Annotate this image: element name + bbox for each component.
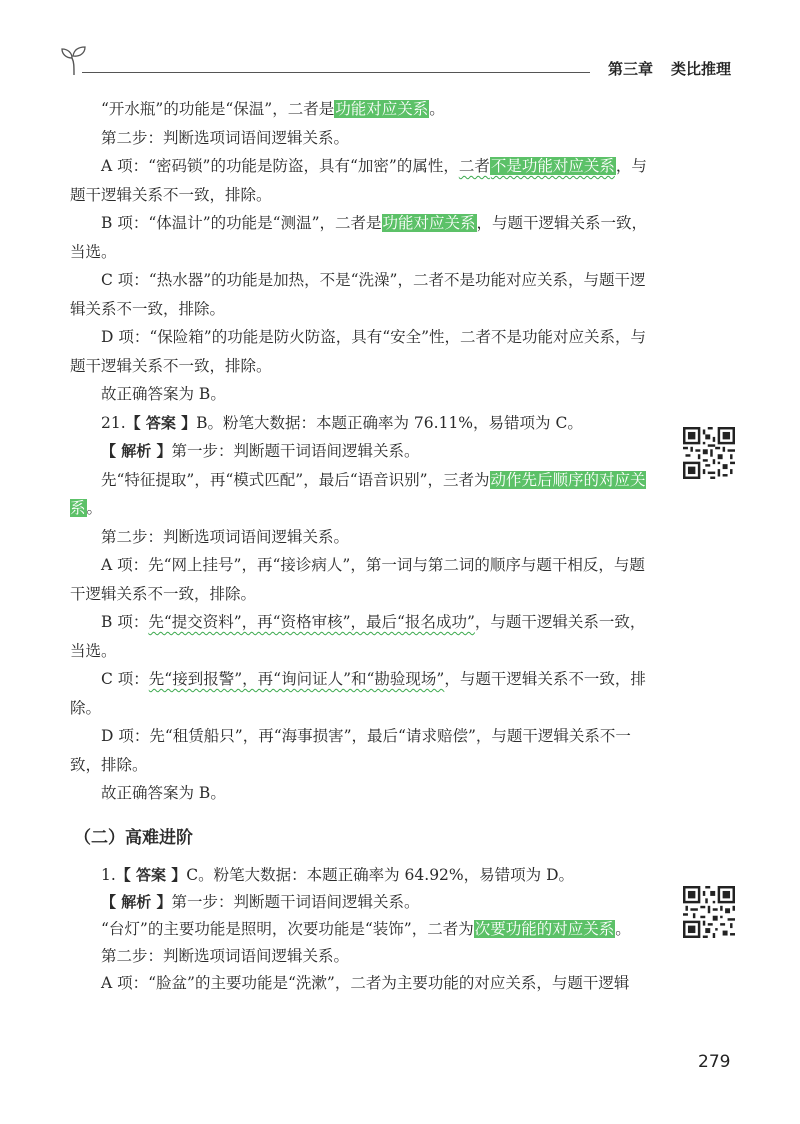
q21-qr-code-icon[interactable] [683, 427, 735, 479]
section-heading: （二）高难进阶 [74, 827, 193, 848]
chapter-number: 第三章 [608, 60, 654, 78]
paragraph [70, 916, 658, 943]
option-d: D 项：“保险箱”的功能是防火防盗，具有“安全”性，二者不是功能对应关系，与题干逻辑关系不一致，排除。 [70, 328, 647, 375]
analysis-text: 第一步：判断题干词语间逻辑关系。 [171, 893, 420, 911]
text-run: “台灯”的主要功能是照明，次要功能是“装饰”，二者为 [101, 920, 474, 938]
highlight: 次要功能的对应关系 [474, 920, 615, 938]
analysis-tag: 【 解析 】 [101, 893, 172, 911]
q1-qr-code-icon[interactable] [683, 886, 735, 938]
answer-conclusion: 故正确答案为 B。 [101, 385, 226, 403]
page-number: 279 [698, 1052, 731, 1072]
option-c [70, 665, 658, 722]
answer-conclusion: 故正确答案为 B。 [101, 784, 226, 802]
text-run: B 项：“体温计”的功能是“测温”，二者是 [101, 214, 382, 232]
text-run: 。 [615, 920, 631, 938]
text-run: A 项：“密码锁”的功能是防盗，具有“加密”的属性， [101, 157, 459, 175]
q21-answer [70, 409, 658, 438]
option-c: C 项：“热水器”的功能是加热，不是“洗澡”，二者不是功能对应关系，与题干逻辑关系不一致，排除。 [70, 271, 646, 318]
text-run: B 项： [101, 613, 149, 631]
text-run: 先“特征提取”，再“模式匹配”，最后“语音识别”，三者为 [101, 470, 490, 489]
answer-tag: 【 答案 】 [125, 413, 197, 432]
underline: 先“接到报警”，再“询问证人”和“勘验现场” [148, 670, 445, 688]
chapter-title: 类比推理 [671, 60, 732, 78]
header-rule [82, 72, 590, 73]
text-run: ，与题干逻辑关系不一致，排除。 [70, 157, 647, 204]
paragraph [70, 95, 658, 124]
q1-answer [70, 862, 658, 889]
q1-analysis [70, 889, 658, 916]
page-body [70, 95, 658, 997]
highlight: 功能对应关系 [382, 214, 476, 232]
underline: 二者 [458, 157, 490, 175]
option-a: A 项：“脸盆”的主要功能是“洗漱”，二者为主要功能的对应关系，与题干逻辑 [101, 974, 630, 992]
analysis-tag: 【 解析 】 [101, 442, 172, 460]
answer-text: C。粉笔大数据：本题正确率为 64.92%，易错项为 D。 [186, 866, 574, 884]
highlight: 功能对应关系 [335, 100, 429, 118]
q21-analysis [70, 437, 658, 466]
answer-text: B。粉笔大数据：本题正确率为 76.11%，易错项为 C。 [196, 413, 583, 432]
text-run: C 项： [101, 670, 149, 688]
question-number: 21. [101, 413, 126, 432]
paragraph: 第二步：判断选项词语间逻辑关系。 [101, 128, 350, 147]
option-a: A 项：先“网上挂号”，再“接诊病人”，第一词与第二词的顺序与题干相反，与题干逻辑关系不一致，排除。 [70, 556, 645, 603]
paragraph: 第二步：判断选项词语间逻辑关系。 [101, 947, 350, 965]
underline: 先“提交资料”，再“资格审核”，最后“报名成功” [148, 613, 475, 631]
option-b [70, 608, 658, 665]
text-run: “开水瓶”的功能是“保温”，二者是 [101, 100, 335, 118]
text-run: ，与题干逻辑关系一致，当选。 [70, 613, 646, 660]
option-d: D 项：先“租赁船只”，再“海事损害”，最后“请求赔偿”，与题干逻辑关系不一致，排除。 [70, 727, 631, 774]
text-run: 。 [429, 100, 445, 118]
option-a [70, 152, 658, 209]
text-run: 。 [86, 499, 103, 517]
highlight: 动作先后顺序的对应关系 [70, 470, 646, 517]
highlight: 不是功能对应关系 [490, 157, 615, 175]
option-b [70, 209, 658, 266]
question-number: 1. [101, 866, 116, 884]
answer-tag: 【 答案 】 [115, 866, 187, 884]
paragraph [70, 466, 658, 523]
paragraph: 第二步：判断选项词语间逻辑关系。 [101, 527, 350, 546]
analysis-text: 第一步：判断题干词语间逻辑关系。 [171, 442, 420, 460]
chapter-header [608, 58, 731, 79]
text-run: ，与题干逻辑关系一致，当选。 [70, 214, 648, 261]
text-run: ，与题干逻辑关系不一致，排除。 [70, 670, 646, 717]
